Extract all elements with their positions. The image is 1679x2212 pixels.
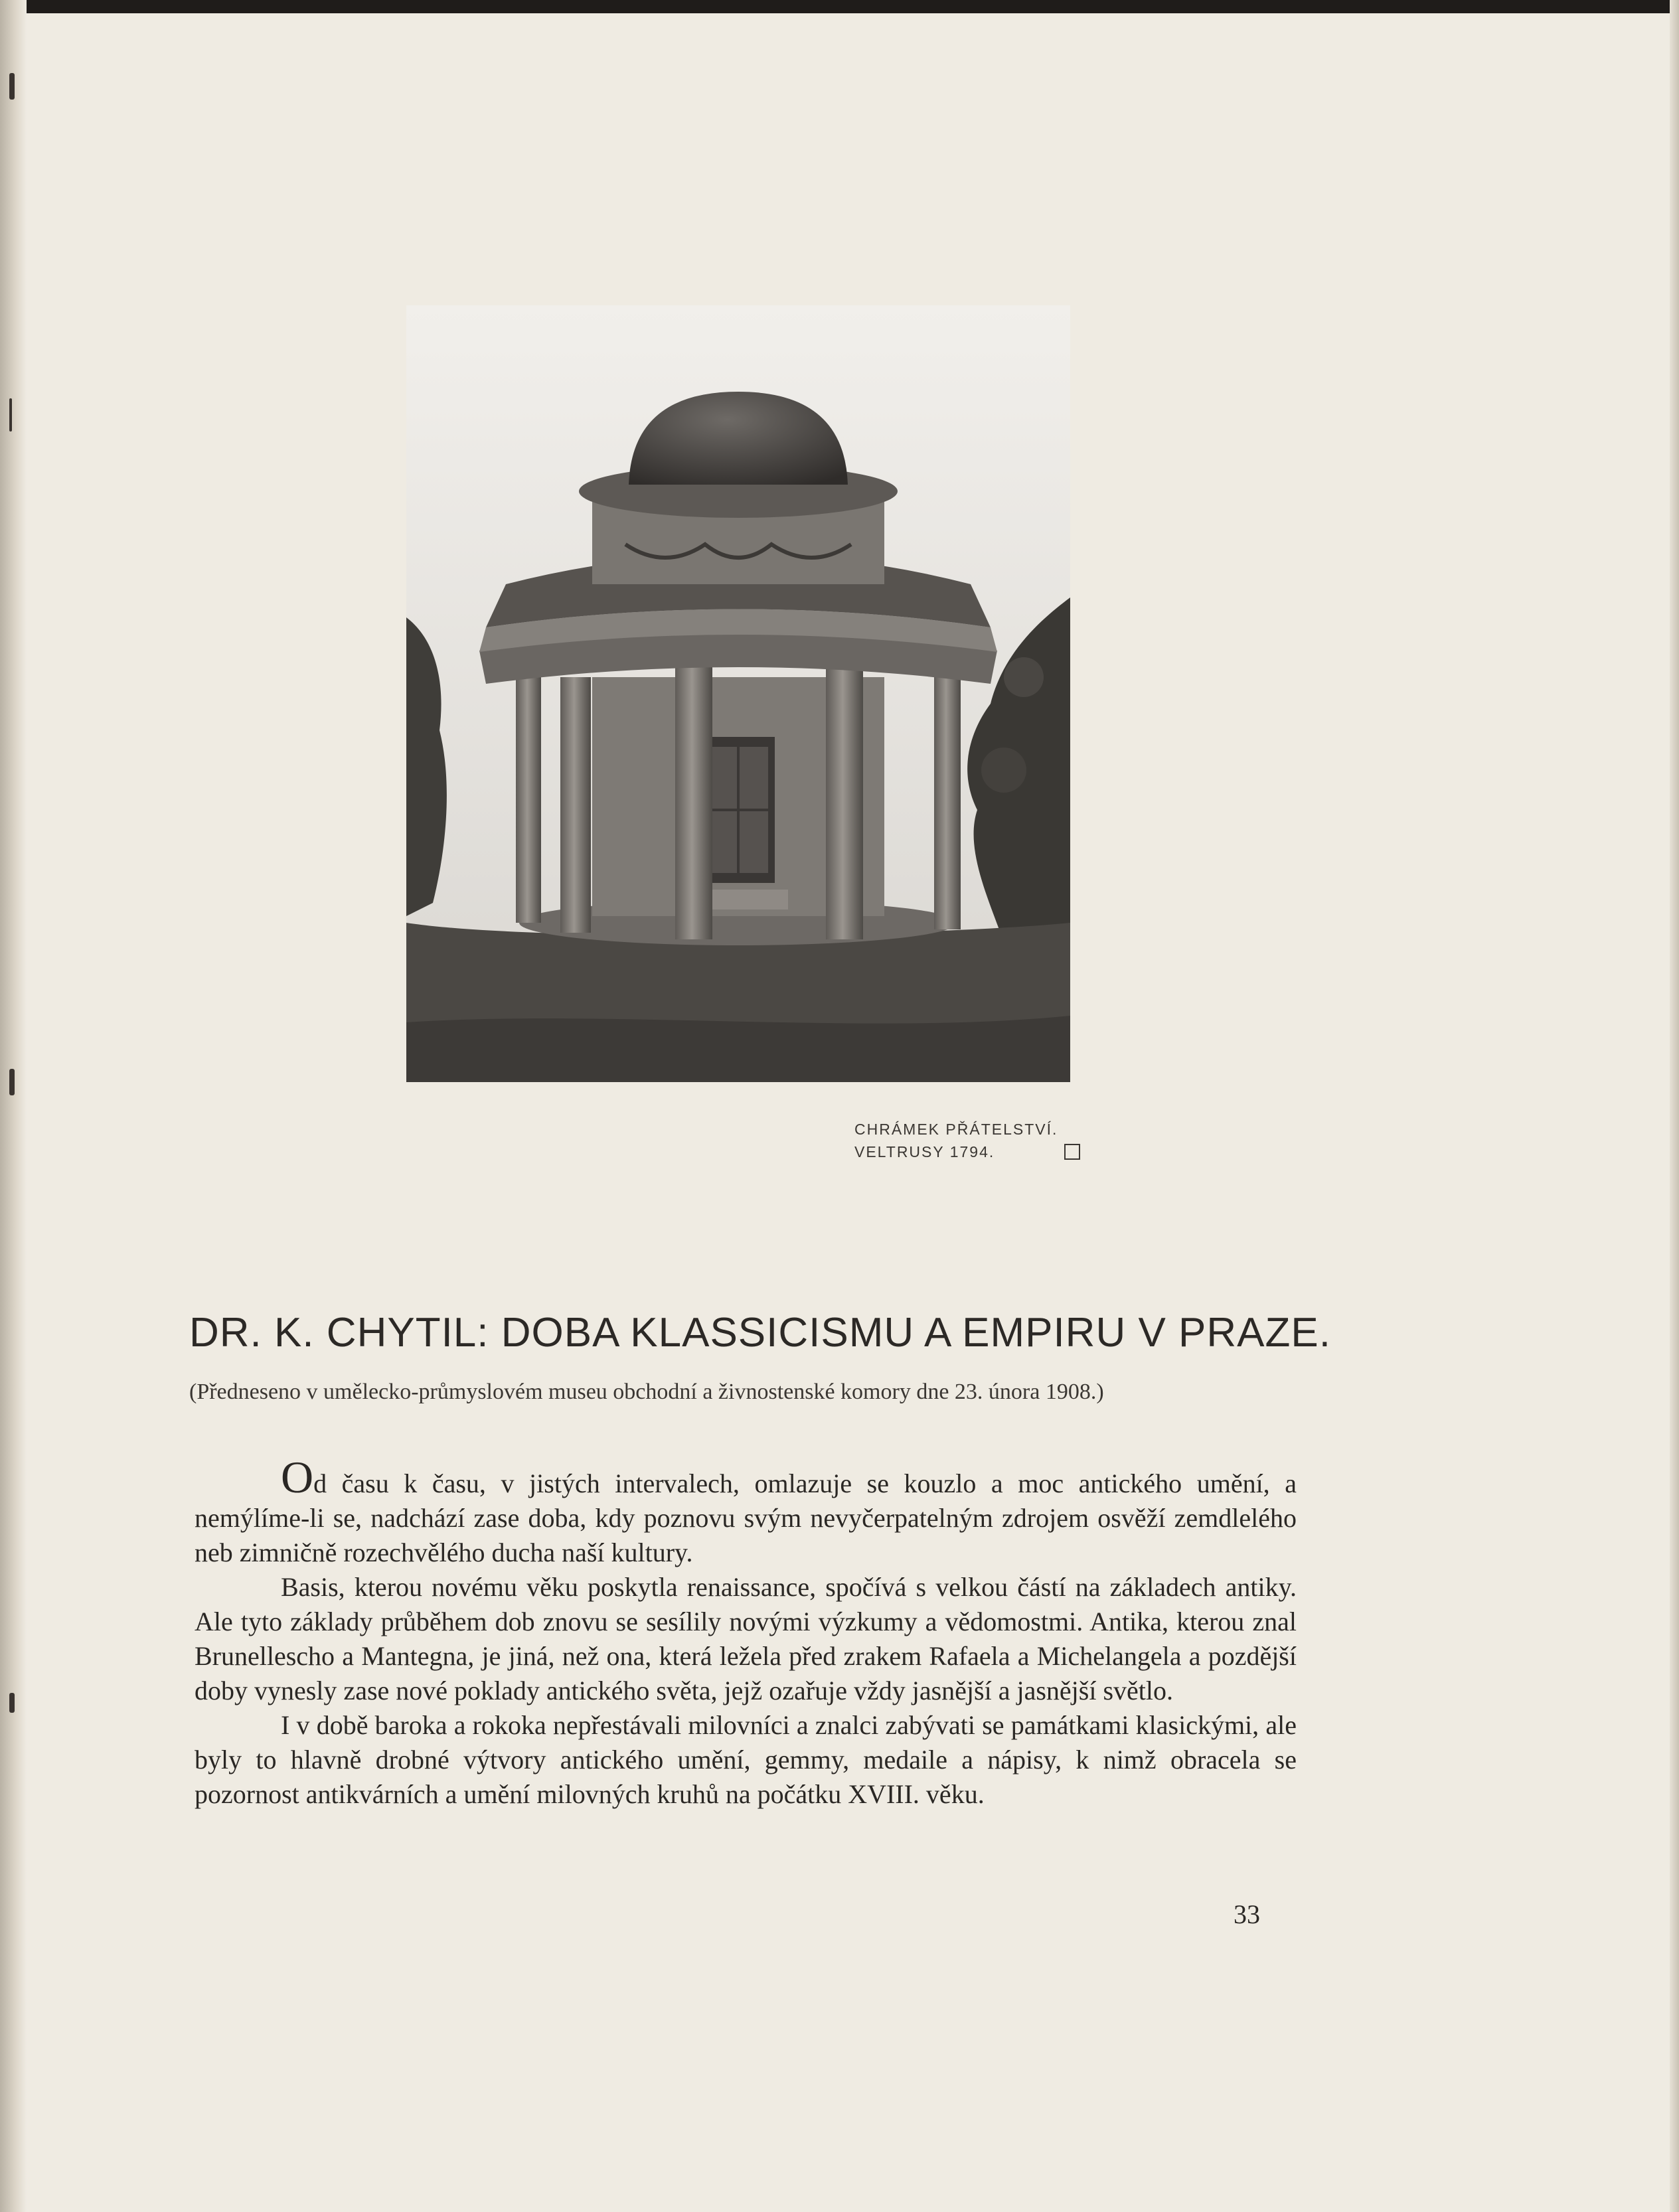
caption-title: CHRÁMEK PŘÁTELSTVÍ. <box>854 1121 1058 1138</box>
article-subtitle: (Předneseno v umělecko-průmyslovém museu obchodní a živnostenské komory dne 23. února 1908.) <box>189 1380 1104 1404</box>
scan-top-edge <box>0 0 1679 13</box>
binding-mark <box>9 1693 15 1713</box>
caption-line-2 <box>854 1141 1093 1163</box>
paragraph-1 <box>195 1452 1297 1570</box>
photo-caption <box>854 1118 1093 1163</box>
rotunda-photograph <box>406 305 1070 1082</box>
binding-mark <box>9 398 12 432</box>
caption-line-1 <box>854 1118 1093 1141</box>
binding-mark <box>9 1069 15 1095</box>
caption-place-date: VELTRUSY 1794. <box>854 1143 995 1160</box>
article-title: DR. K. CHYTIL: DOBA KLASSICISMU A EMPIRU V PRAZE. <box>189 1310 1331 1356</box>
page-number: 33 <box>1234 1899 1260 1929</box>
initial-letter: O <box>281 1452 314 1502</box>
square-outline-icon <box>1064 1144 1080 1160</box>
scan-right-edge <box>1670 0 1679 2212</box>
rotunda-illustration <box>406 305 1070 1082</box>
page-spine-shadow <box>0 0 27 2212</box>
binding-mark <box>9 73 15 100</box>
paragraph-2: Basis, kterou novému věku poskytla renaissance, spočívá s velkou částí na základech antiky. Ale tyto základy průběhem dob znovu se sesílily novými výzkumy a vědomostmi. Antika, kterou znal Brunellescho a Mantegna, je jiná, než ona, která ležela před zrakem Rafaela a Michelangela a pozdější doby vynesly zase nové poklady antického světa, jejž ozařuje vždy jasnější a jasnější světlo. <box>195 1572 1297 1705</box>
article-body <box>195 1452 1297 1812</box>
paragraph-1-text: d času k času, v jistých intervalech, omlazuje se kouzlo a moc antického umění, a nemýlíme-li se, nadchází zase doba, kdy poznovu svým nevyčerpatelným zdrojem osvěží zemdlelého neb zimničně rozechvělého ducha naší kultury. <box>195 1468 1297 1567</box>
paragraph-3: I v době baroka a rokoka nepřestávali milovníci a znalci zabývati se památkami klasickými, ale byly to hlavně drobné výtvory antického umění, gemmy, medaile a nápisy, k nimž obracela se pozornost antikvárních a umění milovných kruhů na počátku XVIII. věku. <box>195 1710 1297 1809</box>
